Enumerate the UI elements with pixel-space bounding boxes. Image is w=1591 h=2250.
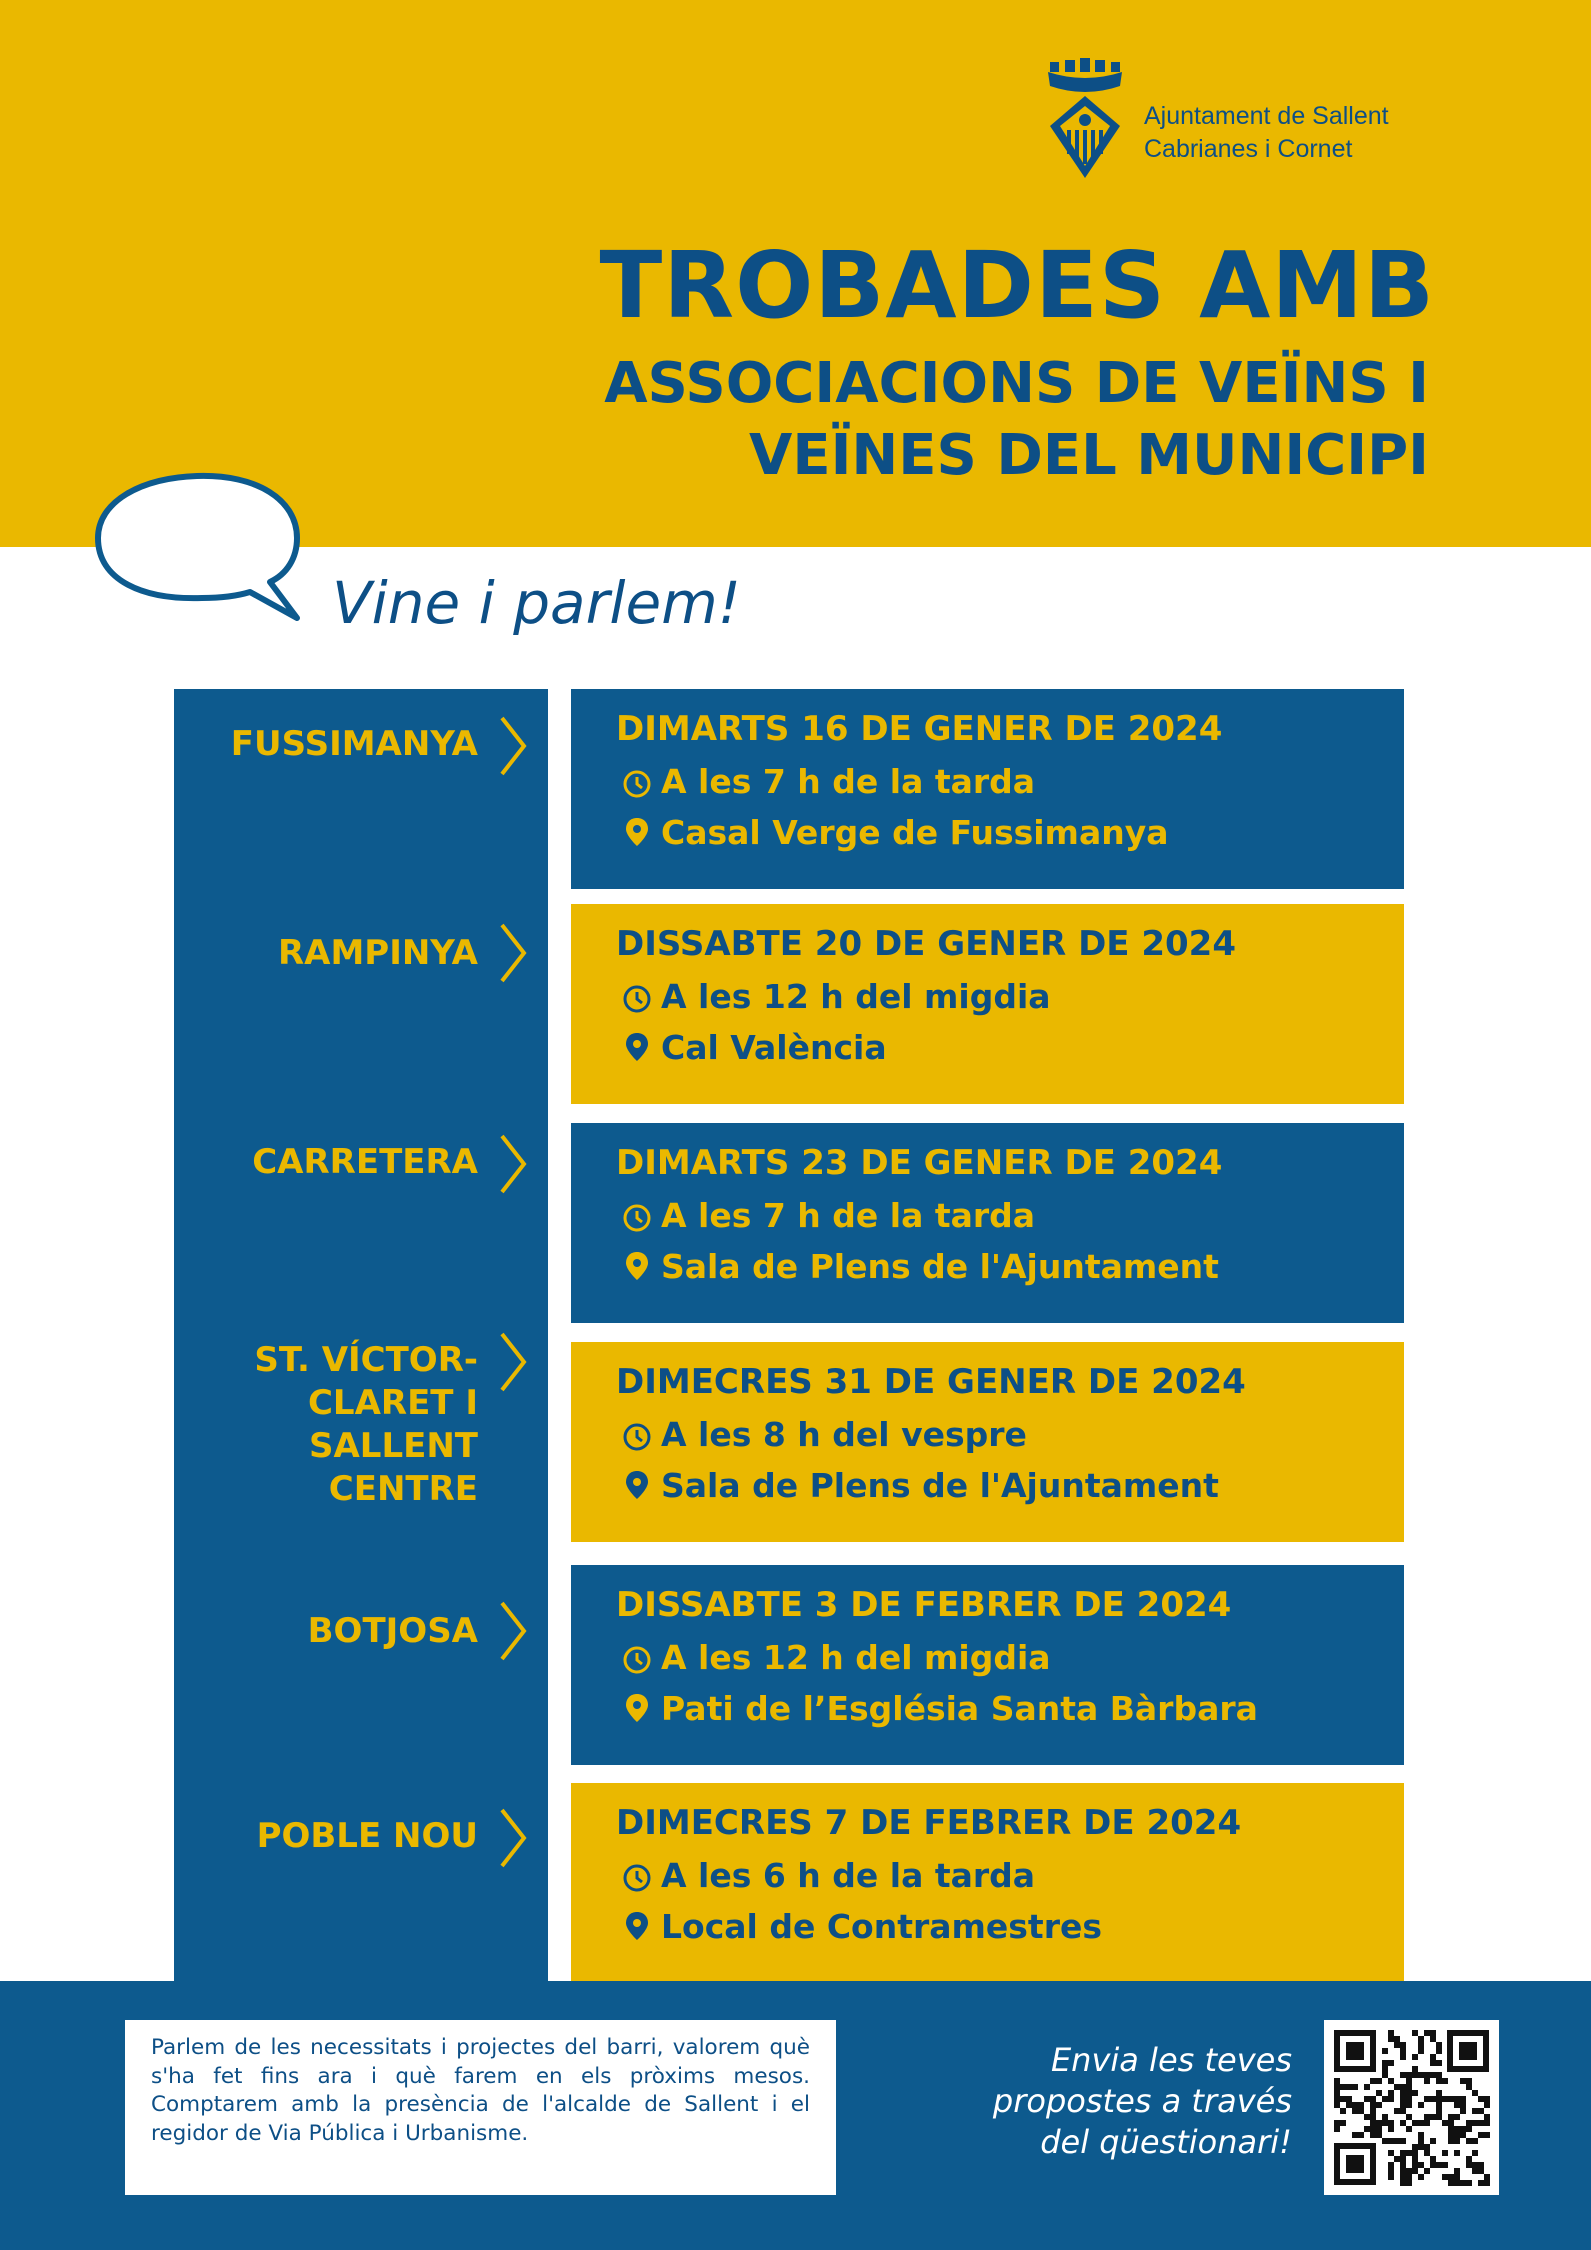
qr-module [1472,2120,1478,2126]
qr-module [1466,2162,1472,2168]
qr-module [1442,2162,1448,2168]
qr-module [1436,2048,1442,2054]
qr-module [1478,2096,1484,2102]
qr-module [1430,2114,1436,2120]
qr-module [1406,2072,1412,2078]
qr-module [1370,2120,1376,2126]
qr-module [1412,2054,1418,2060]
qr-module [1448,2120,1454,2126]
meeting-card [571,1342,1404,1542]
neighborhood-column [174,689,548,1981]
qr-module [1364,2096,1370,2102]
qr-module [1346,2096,1352,2102]
qr-module [1334,2096,1340,2102]
qr-module [1412,2144,1418,2150]
location-pin-icon [621,816,653,848]
qr-module [1340,2084,1346,2090]
qr-module [1448,2126,1454,2132]
qr-module [1394,2138,1400,2144]
meeting-place: Local de Contramestres [661,1907,1103,1946]
cta-line-2: propostes a través [992,2082,1292,2120]
qr-module [1394,2108,1400,2114]
meeting-time: A les 12 h del migdia [661,1638,1051,1677]
neighborhood-label: CARRETERA [252,1142,478,1182]
qr-module [1334,2084,1340,2090]
qr-module [1400,2048,1406,2054]
qr-module [1400,2162,1406,2168]
qr-module [1370,2078,1376,2084]
qr-module [1406,2126,1412,2132]
qr-module [1346,2102,1352,2108]
qr-module [1454,2174,1460,2180]
qr-module [1364,2126,1370,2132]
location-pin-icon [621,1250,653,1282]
qr-module [1430,2036,1436,2042]
qr-module [1460,2132,1466,2138]
qr-module [1358,2102,1364,2108]
qr-module [1448,2180,1454,2186]
neighborhood-label-line: ST. VÍCTOR- [254,1340,478,1380]
cta-line-1: Envia les teves [1050,2041,1292,2079]
qr-module [1352,2132,1358,2138]
qr-module [1460,2096,1466,2102]
qr-module [1388,2168,1394,2174]
qr-module [1430,2156,1436,2162]
qr-module [1406,2174,1412,2180]
qr-module [1436,2108,1442,2114]
neighborhood-label-line: CENTRE [328,1469,478,1509]
qr-module [1394,2036,1400,2042]
qr-module [1358,2132,1364,2138]
qr-module [1436,2042,1442,2048]
qr-module [1430,2162,1436,2168]
qr-module [1412,2150,1418,2156]
qr-module [1334,2102,1340,2108]
qr-module [1388,2174,1394,2180]
qr-module [1334,2078,1340,2084]
subtitle-line-2: VEÏNES DEL MUNICIPI [748,423,1429,488]
qr-module [1388,2162,1394,2168]
qr-module [1406,2150,1412,2156]
qr-module [1430,2096,1436,2102]
chevron-right-icon [496,1331,530,1393]
qr-module [1376,2120,1382,2126]
qr-module [1400,2174,1406,2180]
meeting-card [571,1123,1404,1323]
qr-module [1418,2042,1424,2048]
qr-module [1340,2108,1346,2114]
meeting-date: DIMARTS 16 DE GENER DE 2024 [616,709,1223,749]
qr-module [1334,2126,1340,2132]
qr-module [1400,2042,1406,2048]
qr-code[interactable] [1324,2020,1499,2195]
qr-module [1442,2174,1448,2180]
qr-module [1382,2114,1388,2120]
cta-line-3: del qüestionari! [1040,2123,1292,2161]
qr-module [1454,2096,1460,2102]
qr-module [1376,2102,1382,2108]
clock-icon [621,1644,653,1676]
qr-code-icon [1324,2020,1499,2195]
meeting-place: Casal Verge de Fussimanya [661,813,1169,852]
qr-module [1454,2150,1460,2156]
qr-module [1400,2138,1406,2144]
qr-module [1400,2054,1406,2060]
qr-module [1478,2168,1484,2174]
location-pin-icon [621,1910,653,1942]
meeting-date: DIMECRES 31 DE GENER DE 2024 [616,1362,1246,1402]
qr-module [1484,2180,1490,2186]
subtitle-line-1: ASSOCIACIONS DE VEÏNS I [604,351,1429,416]
meeting-date: DISSABTE 20 DE GENER DE 2024 [616,924,1236,964]
qr-module [1466,2120,1472,2126]
meeting-time: A les 8 h del vespre [661,1415,1027,1454]
qr-module [1478,2120,1484,2126]
qr-module [1460,2078,1466,2084]
qr-module [1388,2138,1394,2144]
qr-module [1394,2156,1400,2162]
meeting-time: A les 7 h de la tarda [661,1196,1036,1235]
qr-module [1430,2060,1436,2066]
qr-module [1436,2114,1442,2120]
qr-module [1400,2090,1406,2096]
qr-module [1454,2180,1460,2186]
qr-module [1484,2120,1490,2126]
qr-module [1400,2180,1406,2186]
qr-module [1460,2108,1466,2114]
chevron-right-icon [496,1600,530,1662]
qr-module [1466,2126,1472,2132]
logo-line-1: Ajuntament de Sallent [1144,102,1389,130]
qr-module [1454,2102,1460,2108]
qr-module [1436,2078,1442,2084]
qr-module [1478,2180,1484,2186]
neighborhood-label: RAMPINYA [277,933,478,973]
qr-module [1484,2102,1490,2108]
qr-module [1400,2168,1406,2174]
neighborhood-label-line: SALLENT [308,1426,478,1466]
qr-module [1472,2168,1478,2174]
meeting-time: A les 7 h de la tarda [661,762,1036,801]
qr-module [1430,2138,1436,2144]
qr-module [1424,2072,1430,2078]
qr-module [1340,2120,1346,2126]
questionnaire-call-to-action [880,2040,1292,2163]
tagline: Vine i parlem! [332,569,741,637]
qr-module [1454,2168,1460,2174]
qr-module [1352,2084,1358,2090]
qr-module [1346,2084,1352,2090]
qr-module [1376,2132,1382,2138]
neighborhood-label: BOTJOSA [307,1611,478,1651]
qr-module [1388,2036,1394,2042]
qr-module [1412,2156,1418,2162]
qr-module [1418,2048,1424,2054]
qr-module [1418,2036,1424,2042]
qr-module [1424,2144,1430,2150]
qr-module [1400,2156,1406,2162]
qr-module [1352,2102,1358,2108]
qr-module [1460,2102,1466,2108]
qr-module [1478,2162,1484,2168]
qr-module [1448,2096,1454,2102]
clock-icon [621,983,653,1015]
speech-bubble-icon [92,468,312,628]
qr-module [1400,2102,1406,2108]
qr-module [1436,2162,1442,2168]
meeting-card [571,904,1404,1104]
qr-module [1424,2078,1430,2084]
meeting-place: Sala de Plens de l'Ajuntament [661,1466,1219,1505]
qr-module [1442,2120,1448,2126]
qr-module [1418,2132,1424,2138]
qr-module [1370,2126,1376,2132]
qr-module [1370,2102,1376,2108]
qr-module [1400,2096,1406,2102]
qr-module [1400,2108,1406,2114]
qr-module [1406,2084,1412,2090]
qr-module [1472,2150,1478,2156]
chevron-right-icon [496,1133,530,1195]
qr-module [1364,2114,1370,2120]
qr-module [1466,2138,1472,2144]
qr-module [1466,2084,1472,2090]
qr-module [1412,2030,1418,2036]
qr-module [1388,2030,1394,2036]
qr-module [1406,2114,1412,2120]
qr-module [1412,2090,1418,2096]
qr-module [1388,2096,1394,2102]
qr-module [1388,2120,1394,2126]
qr-module [1412,2120,1418,2126]
qr-module [1334,2120,1340,2126]
qr-module [1400,2084,1406,2090]
qr-module [1394,2084,1400,2090]
qr-module [1382,2060,1388,2066]
qr-module [1424,2114,1430,2120]
qr-module [1442,2078,1448,2084]
qr-module [1472,2108,1478,2114]
qr-module [1430,2072,1436,2078]
qr-module [1382,2066,1388,2072]
page-subtitle [529,348,1429,492]
meeting-date: DIMARTS 23 DE GENER DE 2024 [616,1143,1223,1183]
qr-module [1388,2078,1394,2084]
location-pin-icon [621,1692,653,1724]
qr-module [1340,2096,1346,2102]
qr-module [1406,2078,1412,2084]
meeting-card [571,1783,1404,1981]
qr-module [1454,2126,1460,2132]
qr-module [1436,2096,1442,2102]
meeting-place: Sala de Plens de l'Ajuntament [661,1247,1219,1286]
qr-module [1388,2090,1394,2096]
qr-module [1454,2114,1460,2120]
qr-module [1400,2150,1406,2156]
qr-module [1460,2180,1466,2186]
qr-module [1358,2108,1364,2114]
meeting-card [571,1565,1404,1765]
municipality-name [1144,100,1389,166]
qr-module [1382,2072,1388,2078]
meeting-date: DIMECRES 7 DE FEBRER DE 2024 [616,1803,1242,1843]
qr-module [1472,2162,1478,2168]
qr-module [1376,2090,1382,2096]
clock-icon [621,1421,653,1453]
qr-module [1424,2150,1430,2156]
qr-module [1418,2120,1424,2126]
qr-module [1388,2060,1394,2066]
clock-icon [621,1202,653,1234]
clock-icon [621,1862,653,1894]
qr-module [1424,2120,1430,2126]
qr-module [1472,2090,1478,2096]
qr-module [1370,2132,1376,2138]
footer-description: Parlem de les necessitats i projectes del barri, valorem què s'ha fet fins ara i què farem en els pròxims mesos. Comptarem amb la presència de l'alcalde de Sallent i el regidor de Via Pública i Urbanisme. [151,2035,810,2146]
qr-module [1412,2168,1418,2174]
qr-module [1406,2096,1412,2102]
qr-module [1424,2096,1430,2102]
qr-module [1472,2138,1478,2144]
qr-module [1400,2120,1406,2126]
qr-module [1370,2096,1376,2102]
qr-module [1478,2108,1484,2114]
qr-module [1442,2096,1448,2102]
qr-module [1418,2138,1424,2144]
location-pin-icon [621,1469,653,1501]
qr-module [1394,2042,1400,2048]
qr-module [1406,2090,1412,2096]
qr-module [1382,2096,1388,2102]
qr-module [1334,2090,1340,2096]
qr-module [1448,2174,1454,2180]
footer-description-box [125,2020,836,2195]
qr-module [1376,2126,1382,2132]
qr-module [1430,2030,1436,2036]
qr-module [1448,2138,1454,2144]
qr-module [1424,2168,1430,2174]
qr-module [1352,2108,1358,2114]
meeting-card [571,689,1404,889]
qr-module [1406,2102,1412,2108]
qr-module [1406,2180,1412,2186]
logo-line-2: Cabrianes i Cornet [1144,135,1353,163]
chevron-right-icon [496,922,530,984]
meeting-place: Cal València [661,1028,887,1067]
qr-module [1442,2150,1448,2156]
qr-module [1418,2102,1424,2108]
qr-module [1466,2156,1472,2162]
qr-module [1418,2162,1424,2168]
qr-module [1388,2126,1394,2132]
neighborhood-label: FUSSIMANYA [230,724,478,764]
qr-module [1370,2108,1376,2114]
chevron-right-icon [496,1807,530,1869]
qr-module [1400,2072,1406,2078]
qr-module [1424,2030,1430,2036]
qr-module [1484,2132,1490,2138]
qr-module [1466,2180,1472,2186]
meeting-place: Pati de l’Església Santa Bàrbara [661,1689,1258,1728]
meeting-time: A les 12 h del migdia [661,977,1051,1016]
qr-module [1448,2114,1454,2120]
qr-module [1430,2054,1436,2060]
qr-module [1448,2132,1454,2138]
municipal-crest-icon [1040,58,1130,183]
qr-module [1454,2138,1460,2144]
location-pin-icon [621,1031,653,1063]
qr-module [1412,2162,1418,2168]
meeting-date: DISSABTE 3 DE FEBRER DE 2024 [616,1585,1232,1625]
neighborhood-label: POBLE NOU [256,1816,478,1856]
qr-module [1364,2084,1370,2090]
qr-module [1388,2150,1394,2156]
qr-module [1376,2078,1382,2084]
qr-module [1370,2114,1376,2120]
qr-module [1418,2144,1424,2150]
clock-icon [621,768,653,800]
qr-module [1382,2048,1388,2054]
meeting-time: A les 6 h de la tarda [661,1856,1036,1895]
qr-module [1484,2114,1490,2120]
qr-module [1418,2174,1424,2180]
qr-module [1436,2072,1442,2078]
qr-module [1412,2066,1418,2072]
page-title: TROBADES AMB [599,232,1435,339]
qr-module [1478,2132,1484,2138]
qr-module [1382,2138,1388,2144]
qr-module [1466,2078,1472,2084]
neighborhood-label-line: CLARET I [307,1383,478,1423]
qr-module [1382,2120,1388,2126]
qr-module [1436,2090,1442,2096]
qr-module [1436,2060,1442,2066]
qr-module [1454,2132,1460,2138]
neighborhood-label [178,1339,478,1511]
qr-module [1436,2102,1442,2108]
qr-module [1460,2126,1466,2132]
qr-module [1406,2168,1412,2174]
qr-module [1412,2072,1418,2078]
qr-module [1484,2096,1490,2102]
qr-module [1484,2174,1490,2180]
chevron-right-icon [496,715,530,777]
qr-module [1418,2072,1424,2078]
